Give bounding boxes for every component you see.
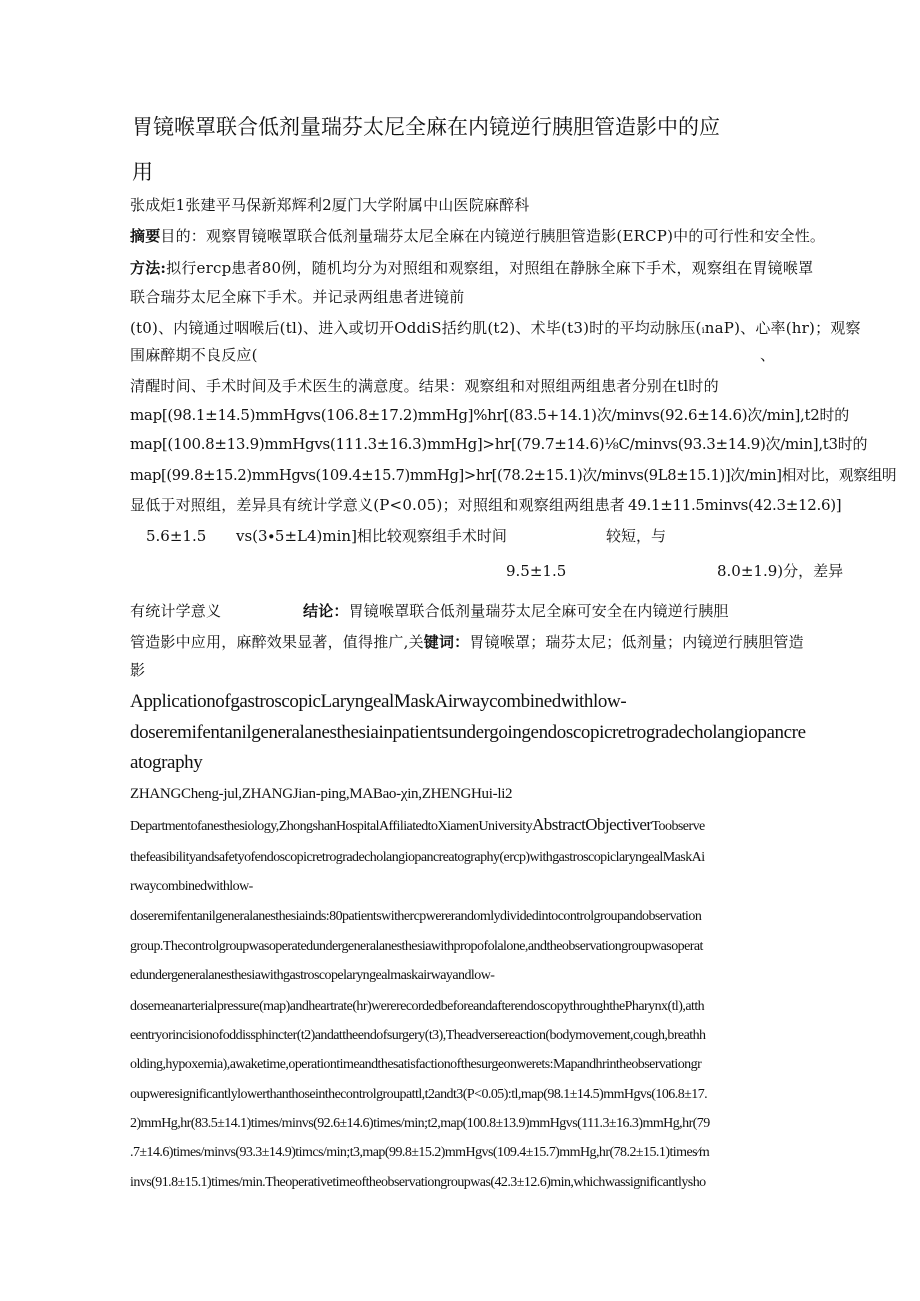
title-line-1: 胃镜喉罩联合低剂量瑞芬太尼全麻在内镜逆行胰胆管造影中的应 [132,115,720,139]
methods-line-4: 围麻醉期不良反应( [130,346,258,364]
methods-label: 方法: [130,259,167,277]
abstract-en-line: rwaycombinedwithlow- [130,879,253,894]
results-line-6-b: 8.0±1.9)分，差异 [717,562,844,580]
abstract-en-line: thefeasibilityandsafetyofendoscopicretrogradecholangiopancreatography(ercp)withgastroscopiclaryngealMaskAi [130,850,705,865]
results-line-5-b: vs(3∙5±L4)min]相比较观察组手术时间 [236,527,507,545]
authors-cn: 张成炬1张建平马保新郑辉利2厦门大学附属中山医院麻醉科 [130,196,530,214]
title-en-line-2: doseremifentanilgeneralanesthesiainpatientsundergoingendoscopicretrogradecholangiopancre [130,722,806,743]
abstract-en-line: olding,hypoxemia),awaketime,operationtimeandthesatisfactionofthesurgeonwerets:Mapandhrintheobservationgr [130,1057,702,1072]
title-en-line-1: ApplicationofgastroscopicLaryngealMaskAirwaycombinedwithlow- [130,691,627,712]
keywords-line-end: 影 [130,661,146,679]
methods-line-4-end: 、 [760,346,776,364]
methods-text-1: 拟行ercp患者80例，随机均分为对照组和观察组，对照组在静脉全麻下手术，观察组在胃镜喉罩 [166,259,814,277]
abstract-en-after: Toobserve [651,819,705,834]
results-line-5-c: 较短，与 [606,527,667,545]
methods-line-1 [130,258,813,278]
conclusion-line-2 [130,632,804,652]
abstract-en-line: .7±14.6)times/minvs(93.3±14.9)timcs/min;t3,map(99.8±15.2)mmHgvs(109.4±15.7)mmHg,hr(78.2±15.1)times∕m [130,1145,710,1160]
conclusion-text-1: 胃镜喉罩联合低剂量瑞芬太尼全麻可安全在内镜逆行胰胆 [348,602,729,620]
abstract-en-line: invs(91.8±15.1)times/min.Theoperativetimeoftheobservationgroupwas(42.3±12.6)min,whichwassignificantlysho [130,1175,706,1190]
results-line-2: map[(100.8±13.9)mmHgvs(111.3±16.3)mmHg]>hr[(79.7±14.6)⅛C∕minvs(93.3±14.9)次∕min],t3时的 [130,435,868,453]
affil-text: Departmentofanesthesiology,ZhongshanHospitalAffiliatedtoXiamenUniversity [130,819,533,834]
objective-text: 目的：观察胃镜喉罩联合低剂量瑞芬太尼全麻在内镜逆行胰胆管造影(ERCP)中的可行性和安全性。 [160,227,826,245]
abstract-objective-line [130,226,825,246]
methods-line-2: 联合瑞芬太尼全麻下手术。并记录两组患者进镜前 [130,288,465,306]
results-line-6-a: 9.5±1.5 [506,562,567,580]
abstract-en-line: 2)mmHg,hr(83.5±14.1)times/minvs(92.6±14.6)times/min;t2,map(100.8±13.9)mmHgvs(111.3±16.3)mmHg,hr(79 [130,1116,710,1131]
authors-en: ZHANGCheng-jul,ZHANGJian-ping,MABao-χin,ZHENGHui-li2 [130,786,513,802]
results-line-5-a: 5.6±1.5 [146,527,207,545]
results-line-3: map[(99.8±15.2)mmHgvs(109.4±15.7)mmHg]>hr[(78.2±15.1)次∕minvs(9L8±15.1)]次∕min]相对比，观察组明 [130,466,897,484]
abstract-en-line: oupweresignificantlylowerthanthoseinthecontrolgroupattl,t2andt3(P<0.05):tl,map(98.1±14.5)mmHgvs(106.8±17. [130,1087,708,1102]
results-line-4-b: 49.1±11.5minvs(42.3±12.6)] [628,496,842,514]
abstract-en-line: group.Thecontrolgroupwasoperatedundergeneralanesthesiawithpropofolalone,andtheobservationgroupwasoperat [130,939,703,954]
results-line-7: 有统计学意义 [130,602,222,620]
abstract-en-label: AbstractObjectiver [532,815,652,834]
abstract-en-line: dosemeanarterialpressure(map)andheartrate(hr)wererecordedbeforeandafterendoscopythroughthePharynx(tl),atth [130,999,705,1014]
abstract-en-line: edundergeneralanesthesiawithgastroscopelaryngealmaskairwayandlow- [130,968,495,983]
abstract-en-line: eentryorincisionofoddissphincter(t2)andattheendofsurgery(t3),Theadversereaction(bodymovement,cough,breathh [130,1028,706,1043]
conclusion-line-1 [303,601,729,621]
keywords-label: 键词： [423,633,470,651]
keywords-text: 胃镜喉罩；瑞芬太尼；低剂量；内镜逆行胰胆管造 [469,633,804,651]
conclusion-text-2: 管造影中应用，麻醉效果显著，值得推广,关 [130,633,424,651]
abstract-label: 摘要 [130,227,161,245]
abstract-en-affil-line [130,815,705,837]
abstract-en-line: doseremifentanilgeneralanesthesiainds:80patientswithercpwererandomlydividedintocontrolgroupandobservation [130,909,702,924]
title-line-2: 用 [132,160,153,184]
methods-line-5: 清醒时间、手术时间及手术医生的满意度。结果：观察组和对照组两组患者分别在tl时的 [130,377,719,395]
methods-line-3: (t0)、内镜通过咽喉后(tl)、进入或切开OddiS括约肌(t2)、术毕(t3)时的平均动脉压(ᵢnaP)、心率(hr)；观察 [130,319,861,337]
results-line-4: 显低于对照组，差异具有统计学意义(P<0.05)；对照组和观察组两组患者 [130,496,625,514]
title-en-line-3: atography [130,752,203,773]
results-line-1: map[(98.1±14.5)mmHgvs(106.8±17.2)mmHg]%hr[(83.5+14.1)次∕minvs(92.6±14.6)次∕min],t2时的 [130,406,849,424]
conclusion-label: 结论： [303,602,349,620]
